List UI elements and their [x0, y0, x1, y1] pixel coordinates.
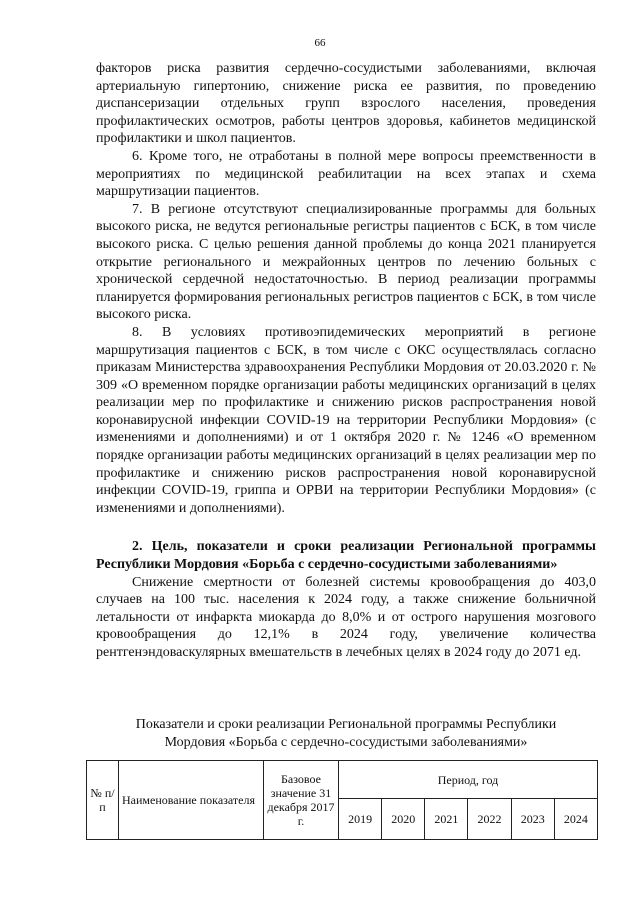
header-year: 2023: [511, 799, 554, 840]
section-heading: 2. Цель, показатели и сроки реализации Региональной программы Республики Мордовия «Борьба с сердечно-сосудистыми заболеваниями»: [96, 539, 596, 573]
header-year: 2024: [554, 799, 597, 840]
page-number: 66: [314, 37, 326, 49]
paragraph-7: 7. В регионе отсутствуют специализированные программы для больных высокого риска, не ведутся региональные регистры пациентов с БСК, в том числе высокого риска. С целью решения данной проблемы до конца 2021 планируется открытие регионального и межрайонных центров по лечению больных с хронической сердечной недостаточностью. В период реализации программы планируется формирования региональных регистров пациентов с БСК, в том числе высокого риска.: [96, 201, 596, 323]
header-base-value: Базовое значение 31 декабря 2017 г.: [264, 761, 339, 840]
paragraph-continuation: факторов риска развития сердечно-сосудистыми заболеваниями, включая артериальную гипертонию, снижение риска ее развития, по проведению диспансеризации отдельных групп взрослого населения, проведения профилактических осмотров, работы центров здоровья, кабинетов медицинской профилактики и школ пациентов.: [96, 61, 596, 147]
table-caption-line-2: Мордовия «Борьба с сердечно-сосудистыми заболеваниями»: [164, 735, 528, 750]
header-number: № п/п: [87, 761, 119, 840]
header-year: 2022: [468, 799, 511, 840]
header-period: Период, год: [339, 761, 598, 799]
header-year: 2019: [339, 799, 382, 840]
section-paragraph: Снижение смертности от болезней системы кровообращения до 403,0 случаев на 100 тыс. населения к 2024 году, а также снижение больничной летальности от инфаркта миокарда до 8,0% и от острого нарушения мозгового кровообращения до 12,1% в 2024 году, увеличение количества рентгенэндоваскулярных вмешательств в лечебных целях в 2024 году до 2071 ед.: [96, 574, 596, 660]
indicators-table: [86, 760, 598, 840]
table-caption-line-1: Показатели и сроки реализации Региональной программы Республики: [135, 717, 557, 732]
table-header-row: [87, 761, 598, 799]
header-year: 2021: [425, 799, 468, 840]
paragraph-6: 6. Кроме того, не отработаны в полной мере вопросы преемственности в мероприятиях по медицинской реабилитации на всех этапах и схема маршрутизации пациентов.: [96, 148, 596, 200]
header-year: 2020: [382, 799, 425, 840]
table-caption: [96, 716, 596, 752]
document-body: [96, 60, 596, 662]
paragraph-8: 8. В условиях противоэпидемических мероприятий в регионе маршрутизация пациентов с БСК, в том числе с ОКС осуществлялась согласно приказам Министерства здравоохранения Республики Мордовия от 20.03.2020 г. № 309 «О временном порядке организации работы медицинских организаций в целях реализации мер по профилактике и снижению рисков распространения новой коронавирусной инфекции COVID-19 на территории Республики Мордовия» (с изменениями и дополнениями) и от 1 октября 2020 г. № 1246 «О временном порядке организации работы медицинских организаций в целях реализации мер по профилактике и снижению рисков распространения новой коронавирусной инфекции COVID-19, гриппа и ОРВИ на территории Республики Мордовия» (с изменениями и дополнениями).: [96, 324, 596, 516]
header-indicator-name: Наименование показателя: [119, 761, 264, 840]
